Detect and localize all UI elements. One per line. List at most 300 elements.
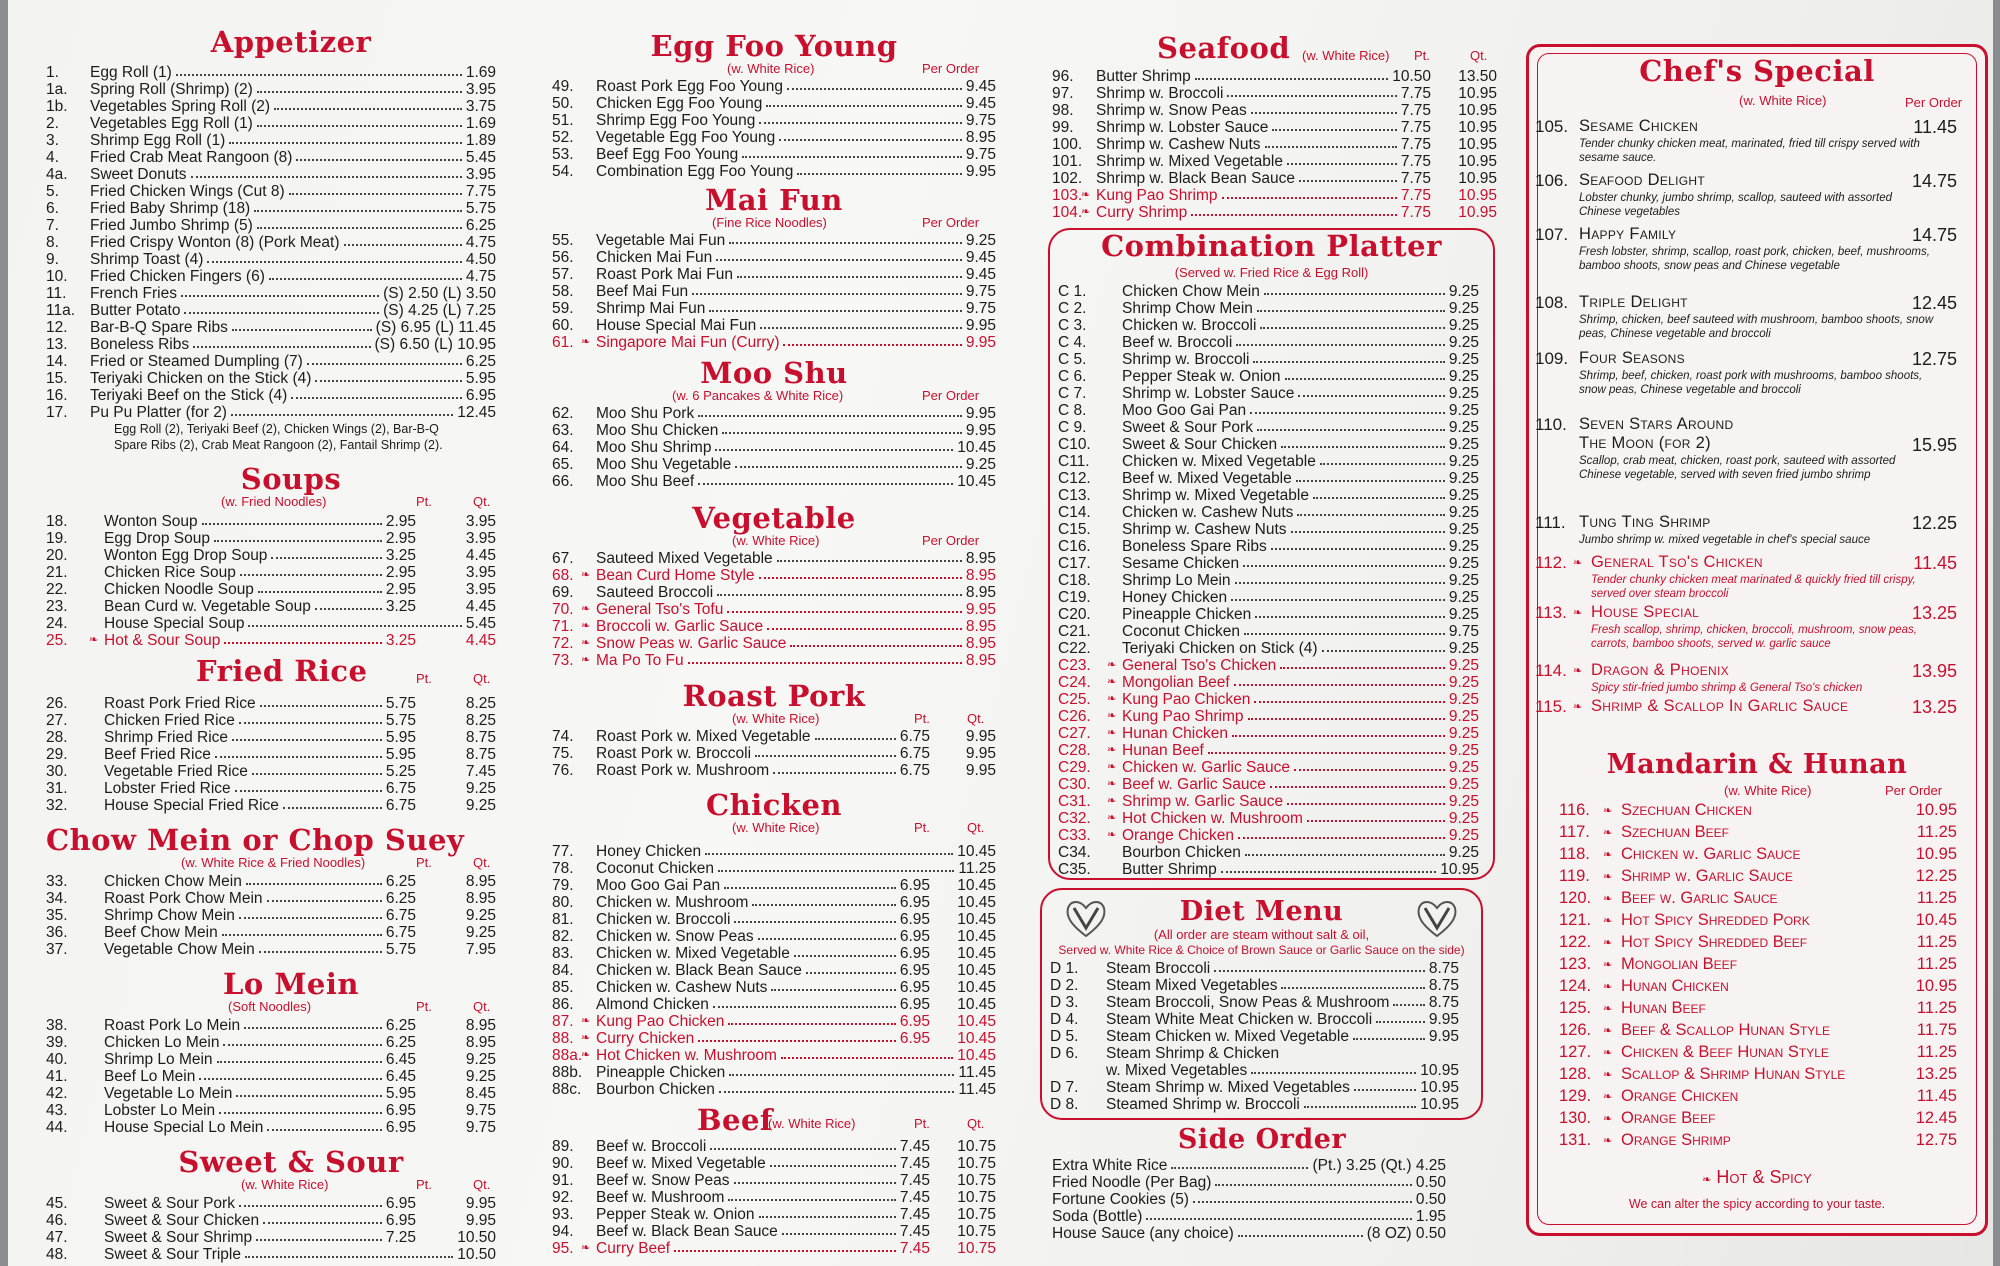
dot-leader — [1376, 1011, 1425, 1023]
dot-leader — [254, 200, 462, 212]
item-number: 67. — [552, 550, 574, 567]
price: 1.95 — [1415, 1208, 1446, 1225]
soups-title: Soups — [240, 462, 342, 496]
item-name: Egg Roll (1) — [90, 64, 172, 81]
dot-leader — [709, 300, 961, 312]
item-number: 102. — [1052, 170, 1083, 187]
combination-platter-box — [1048, 228, 1495, 880]
chili-pepper-icon: ❧ — [1107, 795, 1117, 808]
item-name: Fried Noodle (Per Bag) — [1052, 1174, 1212, 1191]
sweet-sour-header — [46, 1177, 496, 1194]
item-name: Shrimp & Scallop In Garlic Sauce — [1591, 697, 1849, 715]
item-number: 69. — [552, 584, 574, 601]
mai-fun-per-order: Per Order — [922, 215, 980, 230]
egg-foo-young-subtitle: (w. White Rice) — [727, 61, 815, 76]
price: 12.45 — [1915, 1109, 1957, 1127]
item-number: 27. — [46, 712, 68, 729]
item-number: 50. — [552, 95, 574, 112]
mandarin-hunan-title: Mandarin & Hunan — [1606, 749, 1908, 780]
menu-item — [1058, 419, 1493, 436]
item-number: D 6. — [1050, 1045, 1079, 1063]
dot-leader — [252, 763, 382, 775]
menu-item — [1058, 334, 1493, 351]
dot-leader — [734, 1172, 896, 1184]
price-pint: 7.45 — [899, 1155, 930, 1172]
menu-item — [552, 745, 996, 762]
item-number: 22. — [46, 581, 68, 598]
item-number: 63. — [552, 422, 574, 439]
menu-item — [1058, 368, 1493, 385]
item-number: 52. — [552, 129, 574, 146]
price-quart: 8.25 — [465, 695, 496, 712]
chili-pepper-icon: ❧ — [1603, 1135, 1613, 1147]
item-number: C35. — [1058, 861, 1091, 879]
dot-leader — [307, 353, 462, 365]
item-name: Mongolian Beef — [1621, 955, 1738, 973]
item-number: C21. — [1058, 623, 1091, 641]
price-quart: 10.45 — [957, 928, 996, 945]
item-number: 115. — [1535, 697, 1567, 716]
item-number: 99. — [1052, 119, 1074, 136]
price: 4.75 — [465, 268, 496, 285]
price: 9.25 — [1448, 572, 1479, 590]
item-number: 9. — [46, 251, 59, 268]
item-name: Chicken w. Cashew Nuts — [1122, 504, 1294, 522]
item-name: Shrimp Mai Fun — [596, 300, 706, 317]
price: 3.95 — [465, 166, 496, 183]
dot-leader — [1248, 708, 1445, 720]
item-name: Shrimp w. Lobster Sauce — [1096, 119, 1269, 136]
item-name: Butter Shrimp — [1096, 68, 1191, 85]
pu-pu-note-1: Egg Roll (2), Teriyaki Beef (2), Chicken Wings (2), Bar-B-Q — [114, 422, 439, 436]
price-pint: 6.95 — [385, 1195, 416, 1212]
item-name: Curry Chicken — [596, 1030, 695, 1047]
item-number: 24. — [46, 615, 68, 632]
dot-leader — [271, 547, 381, 559]
menu-item — [46, 632, 496, 649]
price-quart: 10.45 — [957, 843, 996, 860]
item-name: Sweet Donuts — [90, 166, 187, 183]
mandarin-hunan-item — [1559, 999, 1957, 1021]
item-number: 48. — [46, 1246, 68, 1263]
dot-leader — [1281, 436, 1445, 448]
chef-special-item — [1535, 225, 1957, 273]
item-name: Steam Mixed Vegetables — [1106, 977, 1278, 995]
menu-item — [552, 911, 996, 928]
chili-pepper-icon: ❧ — [1573, 665, 1583, 677]
menu-item — [552, 1030, 996, 1047]
item-name: Chicken Chow Mein — [104, 873, 242, 890]
menu-item — [46, 183, 496, 200]
dot-leader — [759, 1206, 896, 1218]
dot-leader — [779, 129, 962, 141]
menu-item — [46, 907, 496, 924]
item-name: Vegetable Fried Rice — [104, 763, 248, 780]
chili-pepper-icon: ❧ — [1107, 710, 1117, 723]
item-number: 88a. — [552, 1047, 583, 1064]
price: 0.50 — [1415, 1191, 1446, 1208]
chef-special-title: Chef's Special — [1639, 54, 1875, 88]
item-name: Steam Shrimp & Chicken — [1106, 1045, 1280, 1063]
item-name: Seafood Delight — [1579, 171, 1706, 189]
price: 5.95 — [465, 370, 496, 387]
item-number: 61. — [552, 334, 574, 351]
item-name: Pepper Steak w. Onion — [1122, 368, 1281, 386]
price-quart: 10.75 — [957, 1223, 996, 1240]
item-name: Ma Po To Fu — [596, 652, 684, 669]
menu-item — [1052, 85, 1497, 102]
item-name: Moo Shu Chicken — [596, 422, 719, 439]
menu-item — [46, 1212, 496, 1229]
menu-item — [1058, 436, 1493, 453]
price: 9.25 — [1448, 776, 1479, 794]
soups-header — [46, 494, 496, 511]
item-name: Butter Potato — [90, 302, 181, 319]
dot-leader — [1171, 1157, 1308, 1169]
menu-item — [46, 924, 496, 941]
menu-item — [552, 1155, 996, 1172]
lo-mein-subtitle: (Soft Noodles) — [228, 999, 312, 1014]
price: 9.45 — [965, 249, 996, 266]
price-pint: 2.95 — [385, 513, 416, 530]
diet-menu-list — [1050, 960, 1481, 1113]
item-description: Jumbo shrimp w. mixed vegetable in chef's special sauce — [1579, 534, 1871, 546]
menu-item — [552, 1223, 996, 1240]
price: 9.95 — [965, 405, 996, 422]
chili-pepper-icon: ❧ — [1603, 871, 1613, 883]
item-number: C 3. — [1058, 317, 1087, 335]
item-number: C15. — [1058, 521, 1091, 539]
dot-leader — [728, 1189, 895, 1201]
item-number: 37. — [46, 941, 68, 958]
price: 9.25 — [1448, 708, 1479, 726]
spicy-footer-note: We can alter the spicy according to your taste. — [1628, 1197, 1886, 1211]
item-number: 4. — [46, 149, 59, 166]
item-name: Hot Spicy Shredded Beef — [1621, 933, 1808, 951]
item-number: 83. — [552, 945, 574, 962]
menu-item — [552, 962, 996, 979]
diet-menu-subtitle-2: Served w. White Rice & Choice of Brown Sauce or Garlic Sauce on the side) — [1058, 943, 1465, 958]
price: 4.50 — [465, 251, 496, 268]
chili-pepper-icon: ❧ — [1107, 744, 1117, 757]
price: 10.95 — [1915, 845, 1957, 863]
menu-item — [1058, 708, 1493, 725]
price: 9.25 — [965, 232, 996, 249]
item-number: 76. — [552, 762, 574, 779]
side-order-section — [1052, 1126, 1472, 1242]
item-number: C 2. — [1058, 300, 1087, 318]
dot-leader — [1231, 589, 1445, 601]
price: 9.25 — [1448, 742, 1479, 760]
dot-leader — [771, 979, 895, 991]
price: 9.75 — [1448, 623, 1479, 641]
item-number: 11a. — [46, 302, 76, 319]
menu-item — [46, 81, 496, 98]
item-name: Chicken Mai Fun — [596, 249, 713, 266]
menu-item — [552, 928, 996, 945]
price-pint: 7.45 — [899, 1189, 930, 1206]
item-name: Orange Chicken — [1122, 827, 1235, 845]
item-number: C32. — [1058, 810, 1091, 828]
item-name: Shrimp Egg Roll (1) — [90, 132, 226, 149]
item-number: C 9. — [1058, 419, 1087, 437]
lo-mein-qt-label: Qt. — [473, 999, 491, 1014]
menu-item — [552, 877, 996, 894]
price-pint: 2.95 — [385, 530, 416, 547]
price: 10.95 — [1440, 861, 1479, 879]
item-number: D 1. — [1050, 960, 1079, 978]
dot-leader — [1238, 1225, 1363, 1237]
item-name: Kung Pao Chicken — [1122, 691, 1251, 709]
item-name: Beef w. Broccoli — [1122, 334, 1233, 352]
item-name: w. Mixed Vegetables — [1106, 1062, 1248, 1080]
dot-leader — [1291, 521, 1445, 533]
menu-item — [1050, 977, 1481, 994]
menu-item — [46, 581, 496, 598]
item-number: 100. — [1052, 136, 1083, 153]
item-number: 127. — [1559, 1043, 1592, 1061]
item-number: 123. — [1559, 955, 1592, 973]
item-number: 57. — [552, 266, 574, 283]
dot-leader — [752, 894, 895, 906]
item-name: Beef Egg Foo Young — [596, 146, 739, 163]
price-pint: 7.75 — [1400, 153, 1431, 170]
price: 7.75 — [465, 183, 496, 200]
dot-leader — [246, 873, 382, 885]
price: 8.95 — [965, 129, 996, 146]
dot-leader — [815, 728, 896, 740]
dot-leader — [729, 232, 962, 244]
item-name: Beef w. Mixed Vegetable — [1122, 470, 1292, 488]
dot-leader — [1227, 85, 1396, 97]
price-pint: 6.75 — [385, 780, 416, 797]
item-number: 110. — [1535, 415, 1567, 434]
item-name: Roast Pork w. Mushroom — [596, 762, 770, 779]
price-pint: 6.95 — [385, 1102, 416, 1119]
price-quart: 10.75 — [957, 1206, 996, 1223]
dot-leader — [1251, 102, 1397, 114]
item-number: 129. — [1559, 1087, 1592, 1105]
item-number: C24. — [1058, 674, 1091, 692]
menu-item — [552, 1138, 996, 1155]
menu-item — [1050, 1011, 1481, 1028]
menu-item — [552, 249, 996, 266]
item-number: 31. — [46, 780, 68, 797]
price: 14.75 — [1911, 225, 1957, 245]
item-description: Tender chunky chicken meat marinated & quickly fried till crispy, served over steam broccoli — [1591, 574, 1916, 600]
dot-leader — [1354, 1079, 1416, 1091]
menu-item — [1050, 960, 1481, 977]
item-name: Szechuan Chicken — [1621, 801, 1752, 819]
price-quart: 9.75 — [465, 1119, 496, 1136]
chili-pepper-icon: ❧ — [1603, 959, 1613, 971]
price-pint: 7.25 — [385, 1229, 416, 1246]
price-pint: 7.75 — [1400, 136, 1431, 153]
item-name: Four Seasons — [1579, 349, 1685, 367]
dot-leader — [257, 115, 462, 127]
item-number: 97. — [1052, 85, 1074, 102]
menu-item — [552, 601, 996, 618]
price-quart: 7.95 — [465, 941, 496, 958]
dot-leader — [232, 319, 372, 331]
menu-item — [1052, 153, 1497, 170]
item-name: Sweet & Sour Shrimp — [104, 1229, 253, 1246]
menu-item — [1058, 606, 1493, 623]
item-number: C 6. — [1058, 368, 1087, 386]
price-pint: 2.95 — [385, 581, 416, 598]
price-quart: 3.95 — [465, 581, 496, 598]
chili-pepper-icon: ❧ — [1603, 849, 1613, 861]
item-number: 84. — [552, 962, 574, 979]
menu-item — [1052, 204, 1497, 221]
dot-leader — [1304, 1096, 1416, 1108]
chili-pepper-icon: ❧ — [581, 1032, 591, 1044]
dot-leader — [1193, 1191, 1412, 1203]
price-quart: 3.95 — [465, 530, 496, 547]
menu-item — [1058, 487, 1493, 504]
chili-pepper-icon: ❧ — [1603, 1113, 1613, 1125]
price: 9.25 — [1448, 504, 1479, 522]
menu-item — [1058, 844, 1493, 861]
item-number: 73. — [552, 652, 574, 669]
price: 9.25 — [1448, 759, 1479, 777]
dot-leader — [729, 1064, 954, 1076]
item-number: 121. — [1559, 911, 1592, 929]
item-name: Moo Shu Shrimp — [596, 439, 712, 456]
dot-leader — [274, 98, 462, 110]
seafood-pt-label: Pt. — [1414, 48, 1430, 63]
price-quart: 10.45 — [957, 877, 996, 894]
menu-item — [46, 234, 496, 251]
item-name: Vegetables Egg Roll (1) — [90, 115, 253, 132]
item-number: 58. — [552, 283, 574, 300]
chili-pepper-icon: ❧ — [1603, 1025, 1613, 1037]
egg-foo-young-per-order: Per Order — [922, 61, 980, 76]
menu-item — [46, 746, 496, 763]
seafood-subtitle: (w. White Rice) — [1302, 48, 1390, 63]
item-name: Tung Ting Shrimp — [1579, 513, 1711, 531]
item-number: 106. — [1535, 171, 1569, 190]
menu-item — [552, 894, 996, 911]
price: 14.75 — [1911, 171, 1957, 191]
dot-leader — [698, 1030, 896, 1042]
column-3 — [1052, 0, 1497, 221]
column-2 — [552, 0, 996, 1257]
price: 9.95 — [1428, 1028, 1459, 1046]
item-name: Chicken w. Snow Peas — [596, 928, 754, 945]
chili-pepper-icon: ❧ — [581, 1242, 591, 1254]
dot-leader — [219, 1102, 382, 1114]
price: 10.95 — [1915, 977, 1957, 995]
price-quart: 10.45 — [957, 945, 996, 962]
price: 11.75 — [1916, 1021, 1957, 1039]
chow-mein-subtitle: (w. White Rice & Fried Noodles) — [181, 855, 366, 870]
item-number: 96. — [1052, 68, 1074, 85]
item-number: 88c. — [552, 1081, 582, 1098]
price-quart: 10.45 — [957, 962, 996, 979]
item-name: Egg Drop Soup — [104, 530, 210, 547]
dot-leader — [777, 550, 962, 562]
price: 9.25 — [1448, 725, 1479, 743]
item-name: Happy Family — [1579, 225, 1677, 243]
item-name: Chicken w. Garlic Sauce — [1621, 845, 1801, 863]
menu-item — [1058, 827, 1493, 844]
item-number: C13. — [1058, 487, 1091, 505]
chili-pepper-icon: ❧ — [1107, 812, 1117, 825]
price: 9.25 — [1448, 470, 1479, 488]
price: 8.95 — [965, 652, 996, 669]
item-number: 16. — [46, 387, 68, 404]
item-number: 59. — [552, 300, 574, 317]
menu-item — [552, 129, 996, 146]
item-name: Kung Pao Chicken — [596, 1013, 725, 1030]
price: 11.45 — [1913, 117, 1957, 137]
dot-leader — [1265, 136, 1397, 148]
menu-item — [552, 1189, 996, 1206]
dot-leader — [344, 234, 462, 246]
menu-item — [46, 149, 496, 166]
price: 9.25 — [1448, 555, 1479, 573]
dot-leader — [267, 1119, 381, 1131]
menu-item — [46, 404, 496, 421]
dot-leader — [782, 1223, 896, 1235]
item-description: Scallop, crab meat, chicken, roast pork, sauteed with assorted Chinese vegetable, served with seven fried jumbo shrimp — [1579, 455, 1896, 481]
menu-item — [1058, 725, 1493, 742]
dot-leader — [1393, 994, 1424, 1006]
chef-special-item — [1535, 661, 1957, 696]
item-name: Shrimp w. Broccoli — [1122, 351, 1250, 369]
lo-mein-title: Lo Mein — [223, 967, 359, 1001]
dot-leader — [207, 251, 461, 263]
menu-item — [552, 618, 996, 635]
item-name: Chicken Lo Mein — [104, 1034, 220, 1051]
item-name: Seven Stars Around — [1579, 415, 1734, 433]
item-name: Beef Lo Mein — [104, 1068, 196, 1085]
chili-pepper-icon: ❧ — [1107, 659, 1117, 672]
price: 8.95 — [965, 584, 996, 601]
item-number: 56. — [552, 249, 574, 266]
item-name: General Tso's Chicken — [1122, 657, 1277, 675]
item-name: Sweet & Sour Pork — [104, 1195, 235, 1212]
item-name: Shrimp Egg Foo Young — [596, 112, 756, 129]
menu-item — [46, 873, 496, 890]
mandarin-hunan-item — [1559, 823, 1957, 845]
item-name: Butter Shrimp — [1122, 861, 1217, 879]
item-number: C30. — [1058, 776, 1091, 794]
item-description: Shrimp, beef, chicken, roast pork with mushrooms, bamboo shoots, snow peas, Chinese vegetable and broccoli — [1579, 370, 1923, 396]
dot-leader — [245, 1246, 453, 1258]
dot-leader — [727, 601, 962, 613]
item-name: Sweet & Sour Pork — [1122, 419, 1253, 437]
dot-leader — [1255, 606, 1445, 618]
chili-pepper-icon: ❧ — [1603, 981, 1613, 993]
price: 12.75 — [1915, 1131, 1957, 1149]
item-number: 60. — [552, 317, 574, 334]
mandarin-hunan-item — [1559, 801, 1957, 823]
item-name: Moo Shu Beef — [596, 473, 695, 490]
menu-item — [46, 302, 496, 319]
item-number: 98. — [1052, 102, 1074, 119]
roast-pork-title: Roast Pork — [682, 679, 866, 713]
item-number: 122. — [1559, 933, 1592, 951]
sweet-sour-title: Sweet & Sour — [178, 1145, 404, 1179]
item-name: House Special Fried Rice — [104, 797, 279, 814]
egg-foo-young-header — [552, 61, 996, 78]
price: 4.75 — [465, 234, 496, 251]
dot-leader — [176, 64, 462, 76]
menu-item — [46, 1068, 496, 1085]
price: 12.45 — [457, 404, 496, 421]
